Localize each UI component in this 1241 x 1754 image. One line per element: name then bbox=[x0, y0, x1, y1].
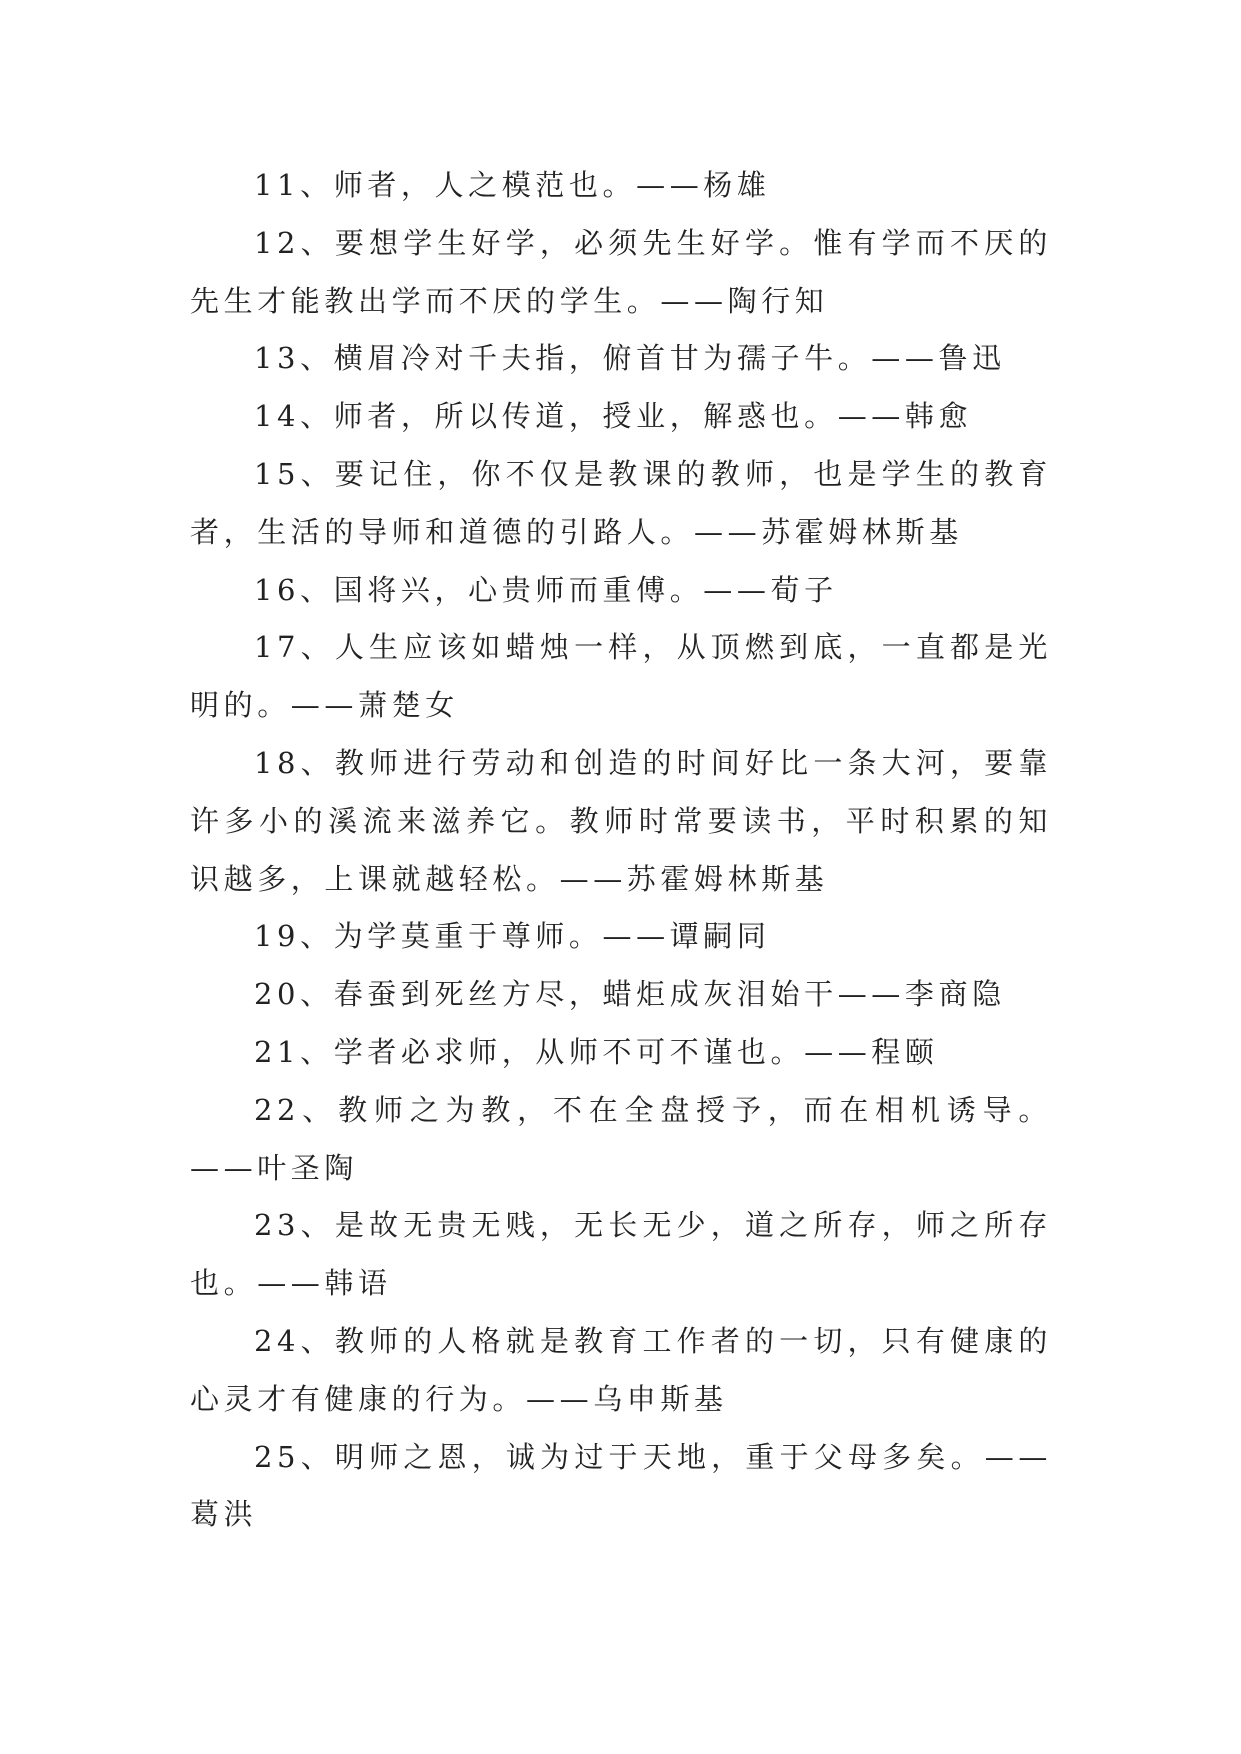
quote-list bbox=[190, 157, 1052, 1544]
quote-12: 12、要想学生好学，必须先生好学。惟有学而不厌的先生才能教出学而不厌的学生。——陶行知 bbox=[190, 225, 1052, 318]
quote-14: 14、师者，所以传道，授业，解惑也。——韩愈 bbox=[254, 399, 973, 434]
quote-25: 25、明师之恩，诚为过于天地，重于父母多矣。——葛洪 bbox=[190, 1439, 1052, 1532]
quote-24: 24、教师的人格就是教育工作者的一切，只有健康的心灵才有健康的行为。——乌申斯基 bbox=[190, 1323, 1052, 1416]
quote-23: 23、是故无贵无贱，无长无少，道之所存，师之所存也。——韩语 bbox=[190, 1208, 1052, 1301]
quote-20: 20、春蚕到死丝方尽，蜡炬成灰泪始干——李商隐 bbox=[254, 977, 1006, 1012]
quote-16: 16、国将兴，心贵师而重傅。——荀子 bbox=[254, 572, 838, 607]
quote-22: 22、教师之为教，不在全盘授予，而在相机诱导。——叶圣陶 bbox=[190, 1092, 1052, 1185]
quote-18: 18、教师进行劳动和创造的时间好比一条大河，要靠许多小的溪流来滋养它。教师时常要读书，平时积累的知识越多，上课就越轻松。——苏霍姆林斯基 bbox=[190, 745, 1052, 896]
quote-13: 13、横眉冷对千夫指，俯首甘为孺子牛。——鲁迅 bbox=[254, 341, 1006, 376]
quote-15: 15、要记住，你不仅是教课的教师，也是学生的教育者，生活的导师和道德的引路人。——苏霍姆林斯基 bbox=[190, 456, 1052, 549]
quote-17: 17、人生应该如蜡烛一样，从顶燃到底，一直都是光明的。——萧楚女 bbox=[190, 630, 1052, 723]
quote-11: 11、师者，人之模范也。——杨雄 bbox=[254, 168, 771, 202]
quote-21: 21、学者必求师，从师不可不谨也。——程颐 bbox=[254, 1034, 939, 1069]
quote-19: 19、为学莫重于尊师。——谭嗣同 bbox=[254, 919, 771, 954]
